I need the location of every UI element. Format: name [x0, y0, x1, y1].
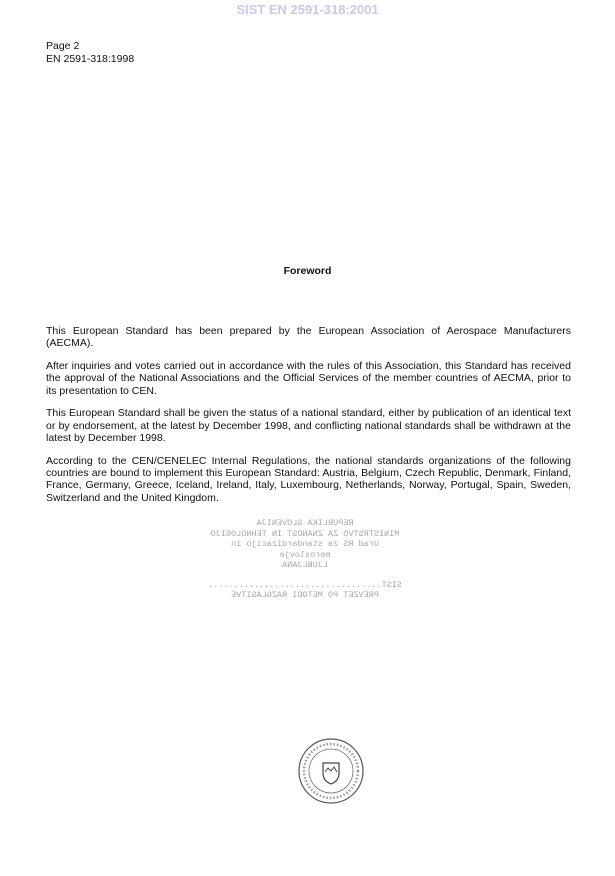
foreword-body	[46, 325, 571, 515]
stamp-line: MINISTRSTVO ZA ZNANOST IN TEHNOLOGIJO	[210, 528, 400, 539]
paragraph: This European Standard shall be given the status of a national standard, either by publication of an identical text or by endorsement, at the latest by December 1998, and conflicting national standards shall be withdrawn at the latest by December 1998.	[46, 407, 571, 445]
show-through-stamp	[205, 518, 405, 601]
official-seal-icon	[297, 737, 365, 805]
paragraph: According to the CEN/CENELEC Internal Regulations, the national standards organizations of the following countries are bound to implement this European Standard: Austria, Belgium, Czech Republic, Denmark, Finland, France, Germany, Greece, Iceland, Ireland, Italy, Luxembourg, Netherlands, Norway, Portugal, Spain, Sweden, Switzerland and the United Kingdom.	[46, 454, 571, 504]
paragraph: This European Standard has been prepared by the European Association of Aerospace Manufacturers (AECMA).	[46, 325, 571, 350]
stamp-line: SIST..................................	[208, 579, 402, 590]
stamp-line: Urad RS za standardizacijo in meroslovje	[231, 539, 379, 560]
stamp-line: LJUBLJANA	[282, 560, 328, 570]
stamp-line: PREVZET PO METODI RAZGLASITVE	[231, 590, 379, 600]
stamp-line: REPUBLIKA SLOVENIJA	[256, 518, 354, 528]
page-number: Page 2	[46, 40, 80, 52]
standard-id: EN 2591-318:1998	[46, 53, 135, 65]
watermark: SIST EN 2591-318:2001	[236, 2, 379, 17]
section-title: Foreword	[283, 265, 332, 277]
paragraph: After inquiries and votes carried out in accordance with the rules of this Association, this Standard has received the approval of the National Associations and the Official Services of the member countries of AECMA, prior to its presentation to CEN.	[46, 360, 571, 397]
